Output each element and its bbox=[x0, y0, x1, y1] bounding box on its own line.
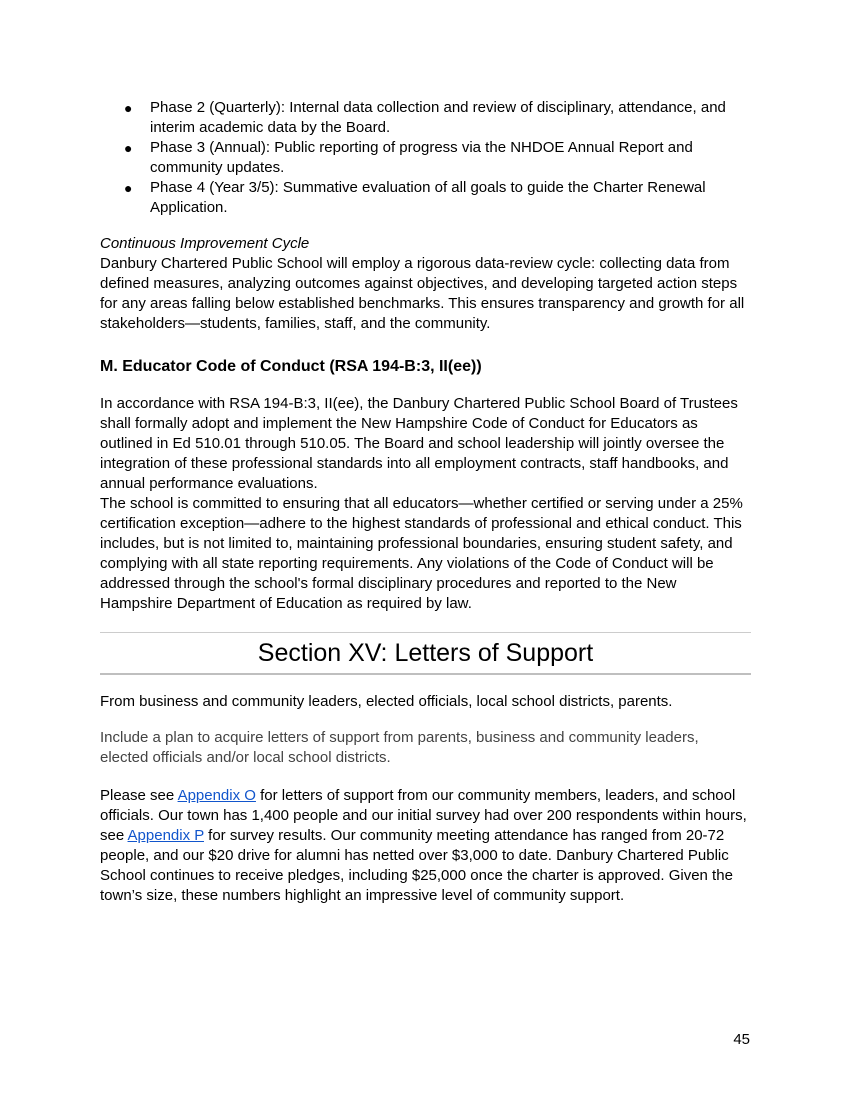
phase-3-text: Phase 3 (Annual): Public reporting of progress via the NHDOE Annual Report and community updates. bbox=[150, 139, 693, 176]
section-title: Section XV: Letters of Support bbox=[100, 632, 751, 675]
educator-code-paragraph-2: The school is committed to ensuring that all educators—whether certified or serving under a 25% certification exception—adhere to the highest standards of professional and ethical conduct. This includes, but is not limited to, maintaining professional boundaries, ensuring student safety, and complying with all state reporting requirements. Any violations of the Code of Conduct will be addressed through the school's formal disciplinary procedures and reported to the New Hampshire Department of Education as required by law. bbox=[100, 495, 743, 612]
continuous-improvement-body: Danbury Chartered Public School will employ a rigorous data-review cycle: collecting data from defined measures, analyzing outcomes against objectives, and developing targeted action steps for any areas falling below established benchmarks. This ensures transparency and growth for all stakeholders—students, families, staff, and the community. bbox=[100, 255, 745, 332]
support-text-3: for survey results. Our community meeting attendance has ranged from 20-72 people, and our $20 drive for alumni has netted over $3,000 to date. Danbury Chartered Public School continues to receive pledges, including $25,000 once the charter is approved. Given the town’s size, these numbers highlight an impressive level of community support. bbox=[100, 827, 733, 904]
continuous-improvement-heading: Continuous Improvement Cycle bbox=[100, 235, 310, 252]
phase-2-text: Phase 2 (Quarterly): Internal data collection and review of disciplinary, attendance, and interim academic data by the Board. bbox=[150, 99, 726, 136]
educator-code-heading: M. Educator Code of Conduct (RSA 194-B:3, II(ee)) bbox=[100, 358, 482, 375]
section-instruction: Include a plan to acquire letters of support from parents, business and community leaders, elected officials and/or local school districts. bbox=[100, 729, 699, 766]
document-page bbox=[100, 98, 751, 906]
appendix-p-link[interactable]: Appendix P bbox=[127, 827, 204, 844]
list-item bbox=[100, 138, 751, 178]
list-item bbox=[100, 178, 751, 218]
list-item bbox=[100, 98, 751, 138]
appendix-o-link[interactable]: Appendix O bbox=[177, 787, 256, 804]
educator-code-body bbox=[100, 394, 751, 614]
page-number: 45 bbox=[733, 1031, 750, 1048]
phase-list bbox=[100, 98, 751, 218]
bullet-icon: ● bbox=[124, 140, 133, 156]
support-text-2: for letters of support from our community members, leaders, and school officials. Our town has 1,400 people and our initial survey had over 200 respondents within hours, see bbox=[100, 787, 747, 844]
bullet-icon: ● bbox=[124, 100, 133, 116]
bullet-icon: ● bbox=[124, 180, 133, 196]
support-paragraph bbox=[100, 786, 751, 906]
educator-code-paragraph-1: In accordance with RSA 194-B:3, II(ee), the Danbury Chartered Public School Board of Trustees shall formally adopt and implement the New Hampshire Code of Conduct for Educators as outlined in Ed 510.01 through 510.05. The Board and school leadership will jointly oversee the integration of these professional standards into all employment contracts, staff handbooks, and annual performance evaluations. bbox=[100, 395, 738, 492]
section-subtitle: From business and community leaders, elected officials, local school districts, parents. bbox=[100, 693, 673, 710]
support-text-1: Please see bbox=[100, 787, 178, 804]
phase-4-text: Phase 4 (Year 3/5): Summative evaluation of all goals to guide the Charter Renewal Application. bbox=[150, 179, 706, 216]
